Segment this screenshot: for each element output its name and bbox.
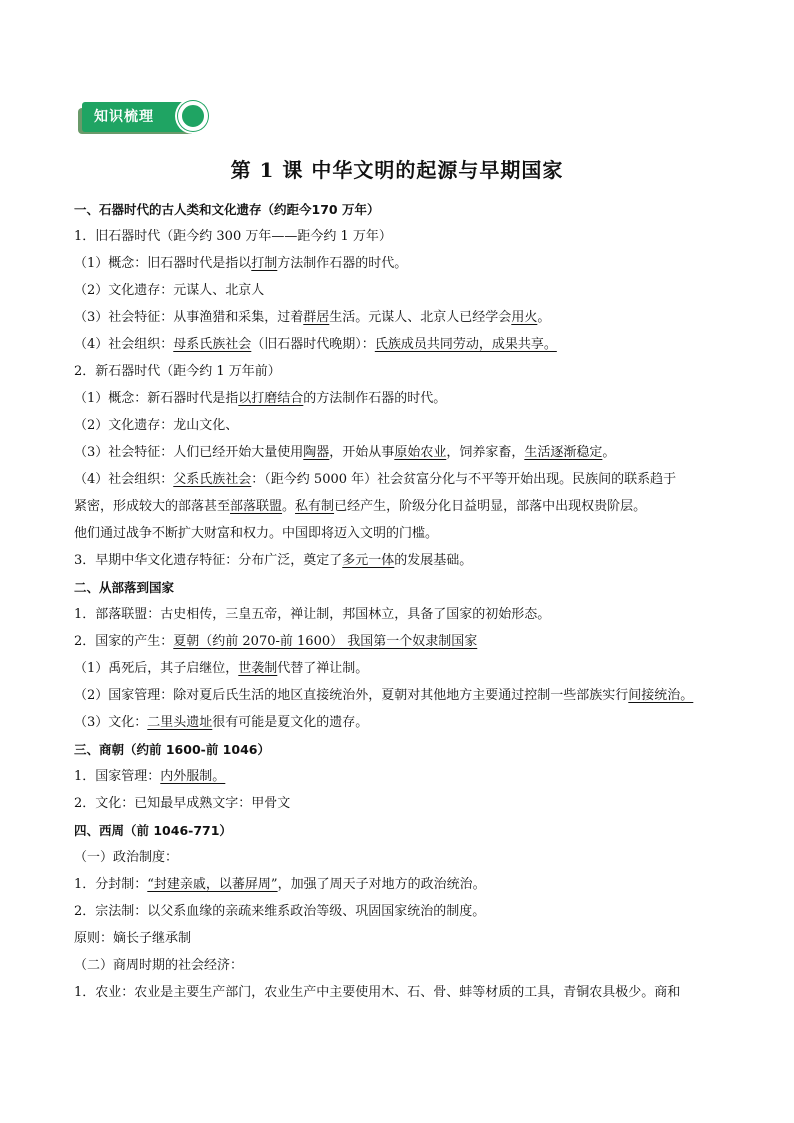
line-neolithic-concept xyxy=(74,385,734,412)
section-heading-1: 一、石器时代的古人类和文化遗存（约距今170 万年） xyxy=(74,202,380,217)
text: （4）社会组织： xyxy=(74,472,174,487)
underlined-term: 氏族成员共同劳动，成果共享。 xyxy=(374,337,557,352)
underlined-term: 夏朝（约前 2070-前 1600） 我国第一个奴隶制国家 xyxy=(173,634,478,649)
line-paleolithic-relics: （2）文化遗存：元谋人、北京人 xyxy=(74,283,265,298)
text: ，开始从事 xyxy=(329,445,395,460)
text: （2）国家管理：除对夏后氏生活的地区直接统治外，夏朝对其他地方主要通过控制一些部族实行 xyxy=(74,688,629,703)
underlined-term: “封建亲戚，以蕃屏周” xyxy=(147,877,278,892)
text: （3）文化： xyxy=(74,715,148,730)
section-heading-2: 二、从部落到国家 xyxy=(74,580,175,595)
line-early-culture xyxy=(74,547,734,574)
document-body xyxy=(74,196,734,1006)
underlined-term: 用火 xyxy=(511,310,538,325)
line-tribal-alliance: 1．部落联盟：古史相传，三皇五帝，禅让制，邦国林立，具备了国家的初始形态。 xyxy=(74,607,551,622)
line-principle: 原则：嫡长子继承制 xyxy=(74,931,192,946)
underlined-term: 私有制 xyxy=(295,499,335,514)
line-patriarchal-clan: 2．宗法制：以父系血缘的亲疏来维系政治等级、巩固国家统治的制度。 xyxy=(74,904,486,919)
text: （1）概念：旧石器时代是指以 xyxy=(74,256,252,271)
text: 。 xyxy=(602,445,616,460)
text: 代替了禅让制。 xyxy=(277,661,369,676)
text: 方法制作石器的时代。 xyxy=(277,256,408,271)
text: 已经产生，阶级分化日益明显，部落中出现权贵阶层。 xyxy=(334,499,647,514)
underlined-term: 间接统治。 xyxy=(628,688,694,703)
line-hereditary xyxy=(74,655,734,682)
line-neolithic-relics: （2）文化遗存：龙山文化、 xyxy=(74,418,239,433)
text: 的方法制作石器的时代。 xyxy=(303,391,447,406)
line-paleolithic-organization xyxy=(74,331,734,358)
line-neolithic-organization-cont xyxy=(74,493,734,520)
line-neolithic-society xyxy=(74,439,734,466)
text: ，饲养家畜， xyxy=(446,445,525,460)
lesson-title: 第 1 课 中华文明的起源与早期国家 xyxy=(230,158,564,182)
text: 生活。元谋人、北京人已经学会 xyxy=(329,310,512,325)
text: ，加强了周天子对地方的政治统治。 xyxy=(277,877,486,892)
section-heading-4: 四、西周（前 1046-771） xyxy=(74,823,232,838)
line-state-origin xyxy=(74,628,734,655)
underlined-term: 父系氏族社会 xyxy=(173,472,252,487)
underlined-term: 打制 xyxy=(251,256,278,271)
underlined-term: 母系氏族社会 xyxy=(173,337,252,352)
underlined-term: 二里头遗址 xyxy=(147,715,213,730)
line-civilization-threshold: 他们通过战争不断扩大财富和权力。中国即将迈入文明的门槛。 xyxy=(74,526,439,541)
text: （4）社会组织： xyxy=(74,337,174,352)
text: （3）社会特征：人们已经开始大量使用 xyxy=(74,445,304,460)
line-political-system: （一）政治制度： xyxy=(74,850,179,865)
line-paleolithic-concept xyxy=(74,250,734,277)
badge-circle-icon xyxy=(178,101,208,131)
text: （1）概念：新石器时代是指 xyxy=(74,391,239,406)
line-economy: （二）商周时期的社会经济： xyxy=(74,958,244,973)
line-neolithic-organization xyxy=(74,466,734,493)
text: 。 xyxy=(282,499,296,514)
line-paleolithic-society xyxy=(74,304,734,331)
underlined-term: 群居 xyxy=(303,310,330,325)
underlined-term: 内外服制。 xyxy=(160,769,226,784)
text: ：（距今约 5000 年）社会贫富分化与不平等开始出现。民族间的联系趋于 xyxy=(251,472,677,487)
underlined-term: 以打磨结合 xyxy=(238,391,304,406)
underlined-term: 世袭制 xyxy=(238,661,278,676)
underlined-term: 多元一体 xyxy=(342,553,395,568)
badge-label: 知识梳理 xyxy=(82,102,194,132)
text: 。 xyxy=(537,310,551,325)
text: （旧石器时代晚期）： xyxy=(251,337,375,352)
line-enfeoffment xyxy=(74,871,734,898)
underlined-term: 生活逐渐稳定 xyxy=(524,445,603,460)
line-shang-culture: 2．文化：已知最早成熟文字：甲骨文 xyxy=(74,796,291,811)
text: 1．国家管理： xyxy=(74,769,161,784)
text: 1．分封制： xyxy=(74,877,148,892)
underlined-term: 陶器 xyxy=(303,445,330,460)
text: （1）禹死后，其子启继位， xyxy=(74,661,239,676)
line-xia-culture xyxy=(74,709,734,736)
section-heading-3: 三、商朝（约前 1600-前 1046） xyxy=(74,742,270,757)
text: 紧密，形成较大的部落甚至 xyxy=(74,499,231,514)
line-agriculture: 1．农业：农业是主要生产部门，农业生产中主要使用木、石、骨、蚌等材质的工具，青铜农具极少。商和 xyxy=(74,985,681,1000)
section-badge xyxy=(78,102,210,136)
line-xia-management xyxy=(74,682,734,709)
text: 3．早期中华文化遗存特征：分布广泛，奠定了 xyxy=(74,553,343,568)
text: 2．国家的产生： xyxy=(74,634,174,649)
text: 很有可能是夏文化的遗存。 xyxy=(212,715,369,730)
line-neolithic: 2．新石器时代（距今约 1 万年前） xyxy=(74,364,281,379)
underlined-term: 原始农业 xyxy=(394,445,447,460)
line-paleolithic: 1．旧石器时代（距今约 300 万年——距今约 1 万年） xyxy=(74,229,392,244)
underlined-term: 部落联盟 xyxy=(230,499,283,514)
text: 的发展基础。 xyxy=(394,553,473,568)
text: （3）社会特征：从事渔猎和采集，过着 xyxy=(74,310,304,325)
line-shang-management xyxy=(74,763,734,790)
